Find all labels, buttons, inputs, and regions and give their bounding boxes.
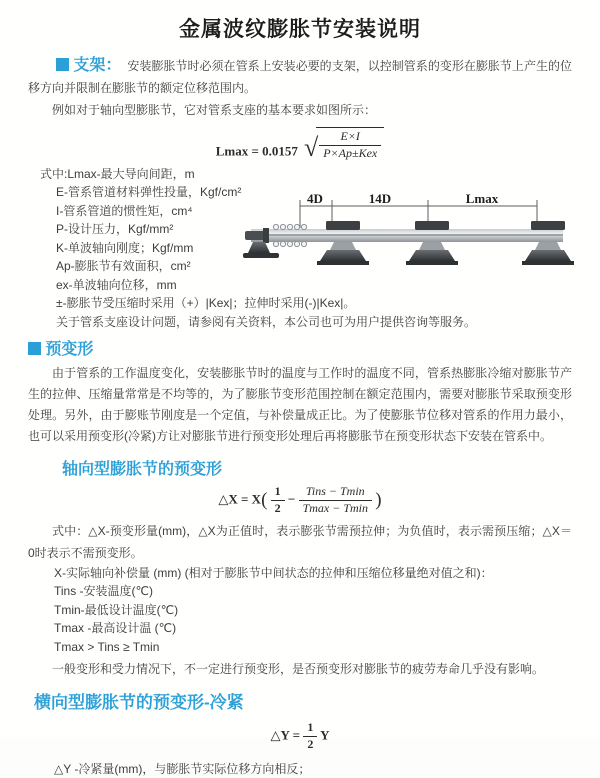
formula-lateral-lhs: △Y = — [270, 727, 301, 743]
support-example-line: 例如对于轴向型膨胀节，它对管系支座的基本要求如图所示： — [52, 103, 377, 117]
page-title: 金属波纹膨胀节安装说明 — [179, 18, 421, 41]
parameter-item: ±-膨胀节受压缩时采用（+）|Kex|；拉伸时采用(-)|Kex|。 — [56, 296, 356, 311]
lateral-definitions — [28, 760, 572, 778]
formula-lateral-rhs: Y — [320, 727, 330, 743]
formula-lmax-fraction — [319, 130, 381, 161]
axial-explanation: 式中：△X-预变形量(mm)，△X为正值时，表示膨张节需预拉伸；为负值时，表示需预压缩；△X＝0时表示不需预变形。 — [28, 523, 572, 560]
formula-axial-half: $\frac{1}{2}$ — [271, 485, 285, 516]
pipe-support — [522, 221, 574, 265]
parameter-item: ex-单波轴向位移，mm — [56, 277, 177, 292]
axial-definitions — [28, 564, 572, 657]
formula-lateral — [271, 721, 330, 752]
sqrt-radical: √ $\frac{E\times I}{\text{P×Ap±Kex}}$ — [304, 127, 384, 161]
lateral-predeform-heading: 横向型膨胀节的预变形-冷紧 — [34, 693, 244, 713]
definition-x: X-实际轴向补偿量 (mm) (相对于膨胀节中间状态的拉伸和压缩位移量绝对值之和)： — [54, 565, 493, 580]
definition-tins: Tins -安装温度(℃) — [54, 584, 154, 599]
formula-axial-lhs: △X = X — [218, 491, 262, 507]
support-text: 安装膨胀节时必须在管系上安装必要的支架，以控制管系的变形在膨胀节上产生的位移方向并限制在膨胀节的额定位移范围内。 — [28, 59, 572, 95]
support-paragraph — [28, 55, 572, 99]
axial-note: 一般变形和受力情况下，不一定进行预变形，是否预变形对膨胀节的疲劳寿命几乎没有影响。 — [52, 662, 545, 677]
section-marker-icon — [28, 342, 41, 355]
temperature-inequality: Tmax > Tins ≥ Tmin — [54, 639, 160, 654]
dim-label-14d: 14D — [368, 191, 392, 206]
predeform-heading-row — [28, 339, 572, 361]
predeform-paragraph: 由于管系的工作温度变化，安装膨胀节时的温度与工作时的温度不同，管系热膨胀冷缩对膨胀节产生的拉伸、压缩量常常是不均等的，为了膨胀节变形范围控制在额定范围内，需要对膨胀节采取预变形处理。另外，由于膨账节刚度是一个定值，与补偿量成正比。为了使膨胀节位移对管系的作用力最小，也可以采用预变形(冷紧)方让对膨胀节进行预变形处理后再将膨胀节在预变形状态下安装在管系中。 — [28, 366, 572, 444]
formula-axial-denominator: Tmax − Tmin — [302, 500, 369, 515]
definition-dy: △Y -冷紧量(mm)，与膨胀节实际位移方向相反； — [54, 761, 311, 776]
parameter-item: Ap-膨胀节有效面积，cm² — [56, 259, 191, 274]
dim-label-lmax: Lmax — [465, 191, 499, 206]
pipe-support — [406, 221, 458, 265]
formula-lateral-half: $\frac{1}{2}$ — [303, 721, 317, 752]
definition-tmax: Tmax -最高设计温 (℃) — [54, 621, 177, 636]
pipe-support — [317, 221, 369, 265]
parameter-item: E-管系管道材料弹性投量，Kgf/cm² — [56, 185, 242, 200]
formula-lmax-lhs: Lmax = 0.0157 — [215, 143, 298, 159]
section-heading-support: 支架： — [73, 57, 122, 74]
parameter-intro: 式中:Lmax-最大导向间距，m — [40, 166, 195, 181]
formula-axial-fraction — [299, 485, 372, 516]
dim-label-4d: 4D — [307, 191, 323, 206]
formula-lmax — [216, 127, 384, 161]
parameter-item: P-设计压力，Kgf/mm² — [56, 222, 174, 237]
pipe-support-diagram — [243, 192, 595, 290]
parameter-item: K-单波轴向刚度；Kgf/mm — [56, 240, 194, 255]
section-marker-icon — [56, 58, 69, 71]
formula-axial-numerator: Tins − Tmin — [299, 485, 372, 501]
parameter-item: I-管系管道的惯性矩，cm⁴ — [56, 203, 193, 218]
axial-predeform-heading: 轴向型膨胀节的预变形 — [62, 461, 223, 479]
section-heading-predeform: 预变形 — [45, 341, 94, 359]
formula-axial-minus: − — [287, 491, 296, 507]
formula-lmax-denominator: P×Ap±Kex — [323, 145, 378, 160]
formula-lmax-numerator: E×I — [319, 130, 381, 146]
definition-tmin: Tmin-最低设计温度(℃) — [54, 602, 179, 617]
formula-axial: △X = X( $\frac{1}{2}$ − $\frac{\text{Tins − Tmin}}{Tmax - Tmin}$ ) — [218, 484, 382, 515]
support-design-note: 关于管系支座设计问题，请参阅有关资料，本公司也可为用户提供咨询等服务。 — [56, 314, 477, 329]
